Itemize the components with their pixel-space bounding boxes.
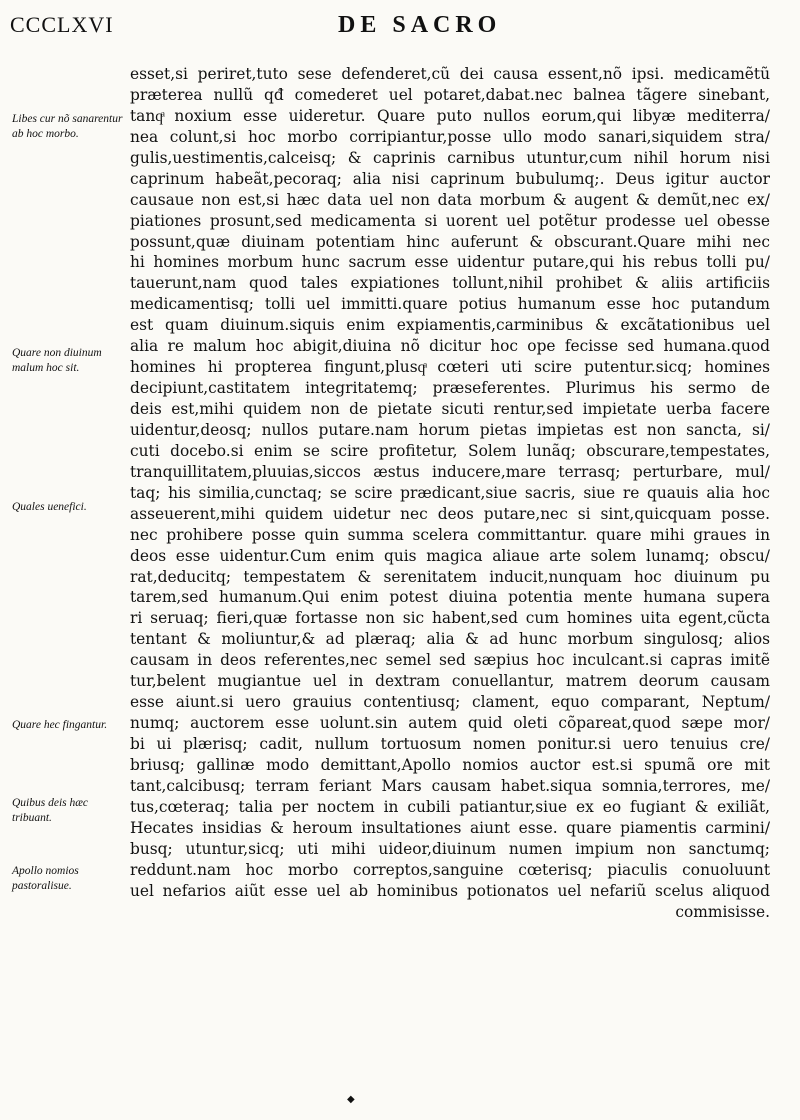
text-line: est quam diuinum.siquis enim expiamentis,carminibus & excãtationibus uel [130,316,770,335]
text-line: tentant & moliuntur,& ad plæraq; alia & ad hunc morbum singulosq; alios [130,630,770,649]
text-line: esse aiunt.si uero grauius contentiusq; clament, equo comparant, Neptum/ [130,693,770,712]
text-line: caprinum habeãt,pecoraq; alia nisi caprinum bubulumq;. Deus igitur auctor [130,169,770,188]
text-line: uel nefarios aiũt esse uel ab hominibus potionatos uel nefariũ scelus aliquod [130,881,770,900]
text-line: esset,si periret,tuto sese defenderet,cũ dei causa essent,nõ ipsi. medicamẽtũ [130,65,770,83]
text-line: uidentur,deosq; nullos putare.nam horum pietas impietas est non sancta, si/ [130,420,770,439]
text-line: tauerunt,nam quod tales expiationes tollunt,nihil prohibet & aliis artificiis [130,274,770,293]
text-line: commisisse. [675,902,770,921]
text-line: præterea nullũ qđ comederet uel potaret,dabat.nec balnea tãgere sinebant, [130,85,770,104]
text-line: gulis,uestimentis,calceisq; & caprinis carnibus utuntur,cum nihil horum nisi [130,148,770,167]
text-line: medicamentisq; tolli uel immitti.quare potius humanum esse hoc putandum [130,295,770,314]
text-line: causam in deos referentes,nec semel sed sæpius hoc inculcant.si capras imitẽ [130,651,770,670]
text-line: tur,belent mugiantue uel in dextram conuellantur, matrem deorum causam [130,672,770,691]
text-line: tranquillitatem,pluuias,siccos æstus inducere,mare terrasq; perturbare, mul/ [130,462,770,481]
marginal-note: Libes cur nõ sanarentur ab hoc morbo. [12,113,123,140]
body-text [130,64,770,922]
text-line: causaue non est,si hæc data uel non data morbum & augent & demũt,nec ex/ [130,190,770,209]
marginal-note: Quare non diuinum malum hoc sit. [12,347,102,374]
text-line: briusq; gallinæ modo demittant,Apollo nomios auctor est.si spumã ore mit [130,755,770,774]
text-line: busq; utuntur,sicq; uti mihi uideor,diuinum numen impium non sanctumq; [130,839,770,858]
text-line: possunt,quæ diuinam potentiam hinc auferunt & obscurant.Quare mihi nec [130,232,770,251]
text-line: tarem,sed humanum.Qui enim potest diuina potentia mente humana supera [130,588,770,607]
text-line: deis est,mihi quidem non de pietate sicuti rentur,sed impietate uerba facere [130,400,770,418]
text-line: numq; auctorem esse uolunt.sin autem quid oleti cõpareat,quod sæpe mor/ [130,714,770,733]
marginal-note: Quare hec fingantur. [12,719,108,731]
text-line: piationes prosunt,sed medicamenta si uorent uel potẽtur prodesse uel obesse [130,211,770,230]
text-line: deos esse uidentur.Cum enim quis magica aliaue arte solem lunamq; obscu/ [130,546,770,565]
text-line: reddunt.nam hoc morbo correptos,sanguine cœterisq; piaculis conuoluunt [130,860,770,879]
text-line: tant,calcibusq; terram feriant Mars causam habet.siqua somnia,terrores, me/ [130,776,770,795]
text-line: hi homines morbum hunc sacrum esse uidentur putare,qui his rebus tolli pu/ [130,253,770,272]
text-line: Hecates insidias & heroum insultationes aiunt esse. quare piamentis carmini/ [130,818,770,837]
text-line: taq; his similia,cunctaq; se scire prædicant,siue sacris, siue re quauis alia hoc [130,483,770,502]
text-line: alia re malum hoc abigit,diuina nõ dicitur hoc ope fecisse sed humana.quod [130,337,770,356]
running-head: DE SACRO [338,12,502,38]
text-line: decipiunt,castitatem integritatemq; præseferentes. Plurimus his sermo de [130,379,770,398]
ornament-icon: ◆ [347,1094,355,1105]
text-line: asseuerent,mihi quidem uidetur nec deos putare,nec si sint,quicquam posse. [130,504,770,523]
text-line: tus,cœteraq; talia per noctem in cubili patiantur,siue ex eo fugiant & exiliãt, [130,797,770,816]
text-line: ri seruaq; fieri,quæ fortasse non sic habent,sed cum homines uita egent,cũcta [130,609,770,628]
folio-number: CCCLXVI [10,12,114,37]
text-line: bi ui plærisq; cadit, nullum tortuosum nomen ponitur.si uero tenuius cre/ [130,735,770,753]
text-line: nec prohibere posse quin summa scelera committantur. quare mihi graues in [130,525,770,544]
text-line: tanqͣ noxium esse uideretur. Quare puto nullos eorum,qui libyæ mediterra/ [130,106,770,125]
text-line: homines hi propterea fingunt,plusqͣ cœteri uti scire putentur.sicq; homines [130,358,770,377]
text-line: cuti docebo.si enim se scire profitetur, Solem lunãq; obscurare,tempestates, [130,441,770,460]
marginal-note: Quibus deis hæc tribuant. [12,797,89,824]
marginal-note: Apollo nomios pastoralisue. [12,865,79,892]
text-line: nea colunt,si hoc morbo corripiantur,posse ullo modo sanari,siquidem stra/ [130,127,770,146]
marginal-note: Quales uenefici. [12,501,87,513]
text-line: rat,deducitq; tempestatem & serenitatem inducit,nunquam hoc diuinum pu [130,567,770,586]
